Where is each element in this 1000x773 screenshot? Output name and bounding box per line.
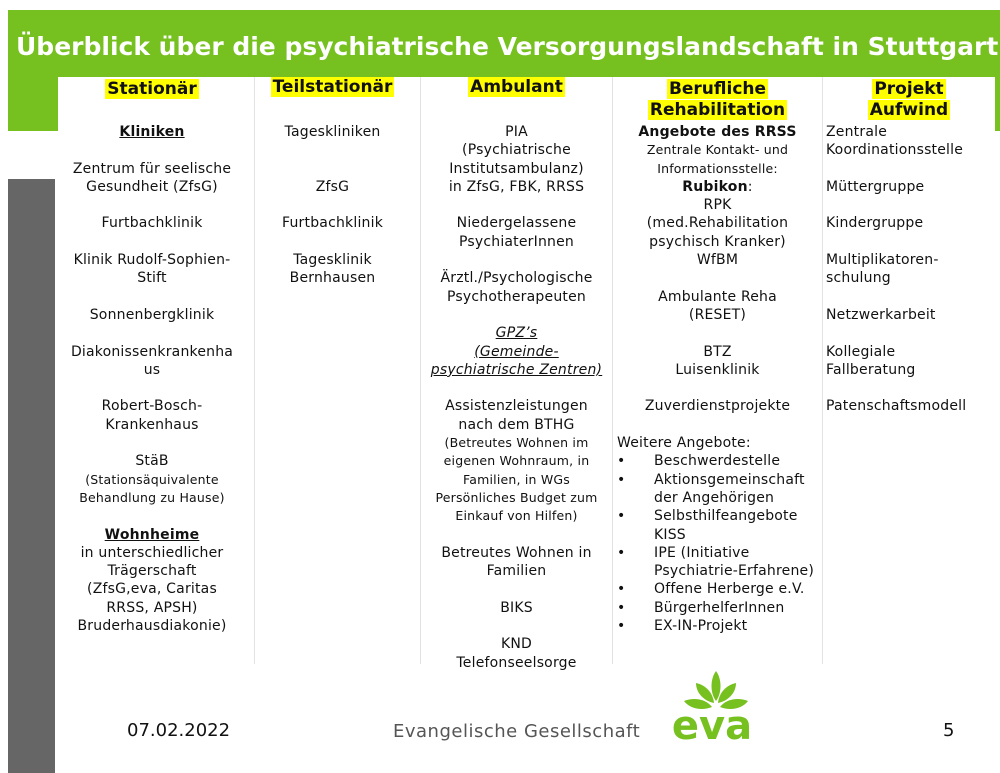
list-item: Einkauf von Hilfen) <box>455 508 578 524</box>
header-ambulant <box>421 77 612 98</box>
column-stationaer <box>58 123 246 635</box>
list-item: WfBM <box>696 252 739 269</box>
list-item: Behandlung zu Hause) <box>79 489 225 505</box>
list-item: Zentrale Kontakt- und <box>646 142 789 158</box>
list-item: BTZ <box>703 343 732 360</box>
list-item: Gesundheit (ZfsG) <box>86 178 218 195</box>
slide-title: Überblick über die psychiatrische Versorgungslandschaft in Stuttgart <box>16 32 999 61</box>
header-stationaer-label: Stationär <box>107 79 197 99</box>
list-item: Institutsambulanz) <box>449 160 584 177</box>
rubikon-label: Rubikon <box>682 178 748 195</box>
eva-logo-graphic <box>662 663 772 743</box>
list-item: Zentrum für seelische <box>72 160 232 177</box>
list-item: Diakonissenkrankenha <box>70 343 234 360</box>
list-item: us <box>143 361 161 378</box>
header-projekt <box>823 79 995 121</box>
kliniken-heading: Kliniken <box>119 124 185 140</box>
list-item: (RESET) <box>688 306 747 323</box>
list-item: Patenschaftsmodell <box>826 398 967 415</box>
list-item: schulung <box>826 270 891 287</box>
list-item: • EX-IN-Projekt <box>617 617 822 635</box>
list-item: (med.Rehabilitation <box>646 215 789 232</box>
list-item: Bernhausen <box>289 270 376 287</box>
list-item: Betreutes Wohnen in <box>441 544 592 561</box>
list-item: KND <box>500 636 533 653</box>
header-stationaer <box>58 79 246 100</box>
header-teilstationaer-label: Teilstationär <box>272 77 393 97</box>
list-item: nach dem BTHG <box>458 416 575 433</box>
list-item: Informationsstelle: <box>657 160 778 176</box>
list-item: (Psychiatrische <box>462 142 571 159</box>
list-item: • Beschwerdestelle <box>617 452 822 470</box>
list-item: Ambulante Reha <box>658 288 777 305</box>
list-item: Netzwerkarbeit <box>826 306 936 323</box>
list-item: Stift <box>137 270 167 287</box>
list-item: (Betreutes Wohnen im <box>444 435 589 451</box>
weitere-angebote-heading: Weitere Angebote: <box>617 435 751 452</box>
list-item: psychisch Kranker) <box>649 233 786 250</box>
list-item: Persönliches Budget zum <box>435 489 598 505</box>
footer-organization: Evangelische Gesellschaft <box>393 721 641 742</box>
footer-date: 07.02.2022 <box>127 720 231 741</box>
list-item: (ZfsG,eva, Caritas <box>87 581 217 598</box>
list-item: • Selbsthilfeangebote KISS <box>617 507 822 544</box>
list-item: Koordinationsstelle <box>826 142 964 159</box>
list-item: RRSS, APSH) <box>106 599 198 616</box>
list-item: BIKS <box>500 599 533 616</box>
list-item: in ZfsG, FBK, RRSS <box>448 178 585 195</box>
rubikon-line <box>613 178 822 196</box>
list-item: Luisenklinik <box>675 361 760 378</box>
list-item: PsychiaterInnen <box>458 233 575 250</box>
header-ambulant-label: Ambulant <box>470 77 563 97</box>
list-item: PIA <box>505 124 528 140</box>
rrss-heading: Angebote des RRSS <box>638 124 797 140</box>
list-item: • Aktionsgemeinschaft der Angehörigen <box>617 471 822 508</box>
list-item: StäB <box>135 453 169 470</box>
list-item: Sonnenbergklinik <box>89 306 215 323</box>
list-item: Ärztl./Psychologische <box>440 270 593 287</box>
list-item: (Gemeinde- <box>474 343 559 360</box>
list-item: Müttergruppe <box>826 178 925 195</box>
list-item: Assistenzleistungen <box>445 398 588 415</box>
left-accent-bar <box>8 179 55 773</box>
list-item: Multiplikatoren- <box>826 252 939 269</box>
header-beruflich-line1: Berufliche <box>668 79 767 99</box>
list-item: Tageskliniken <box>284 124 381 140</box>
weitere-angebote-list <box>613 452 822 635</box>
column-ambulant <box>421 123 612 672</box>
header-projekt-line1: Projekt <box>874 79 944 99</box>
list-item: Familien, in WGs <box>463 471 570 487</box>
list-item: Telefonseelsorge <box>456 654 577 671</box>
header-beruflich-line2: Rehabilitation <box>649 100 786 120</box>
list-item: Klinik Rudolf-Sophien- <box>73 252 231 269</box>
list-item: ZfsG <box>315 178 350 195</box>
list-item: (Stationsäquivalente <box>85 471 219 487</box>
list-item: GPZ’s <box>495 325 538 342</box>
list-item: Psychotherapeuten <box>447 288 586 305</box>
header-teilstationaer <box>255 77 410 98</box>
list-item: Kollegiale <box>826 343 896 360</box>
eva-logo-text: eva <box>671 703 753 743</box>
list-item: Familien <box>486 563 547 580</box>
header-projekt-line2: Aufwind <box>869 100 949 120</box>
eva-logo <box>662 663 772 747</box>
list-item: Trägerschaft <box>107 563 197 580</box>
list-item: Fallberatung <box>826 361 916 378</box>
page-number: 5 <box>943 720 955 741</box>
list-item: Krankenhaus <box>105 416 199 433</box>
rubikon-colon: : <box>747 178 753 195</box>
list-item: Kindergruppe <box>826 215 924 232</box>
list-item: psychiatrische Zentren) <box>430 361 603 378</box>
list-item: Zuverdienstprojekte <box>644 398 791 415</box>
list-item: Bruderhausdiakonie) <box>77 618 227 635</box>
list-item: RPK <box>703 197 732 214</box>
list-item: Zentrale <box>826 124 888 140</box>
header-beruflich <box>613 79 822 121</box>
column-projekt <box>826 123 991 416</box>
list-item: Niedergelassene <box>456 215 577 232</box>
list-item: • Offene Herberge e.V. <box>617 580 822 598</box>
wohnheime-heading: Wohnheime <box>104 526 200 543</box>
list-item: • BürgerhelferInnen <box>617 599 822 617</box>
list-item: Furtbachklinik <box>101 215 203 232</box>
list-item: Robert-Bosch- <box>101 398 203 415</box>
list-item: Tagesklinik <box>293 252 372 269</box>
list-item: • IPE (Initiative Psychiatrie-Erfahrene) <box>617 544 822 581</box>
list-item: in unterschiedlicher <box>80 544 224 561</box>
column-teilstationaer <box>255 123 410 288</box>
list-item: Furtbachklinik <box>282 215 383 232</box>
column-beruflich <box>613 123 822 635</box>
list-item: eigenen Wohnraum, in <box>443 453 590 469</box>
